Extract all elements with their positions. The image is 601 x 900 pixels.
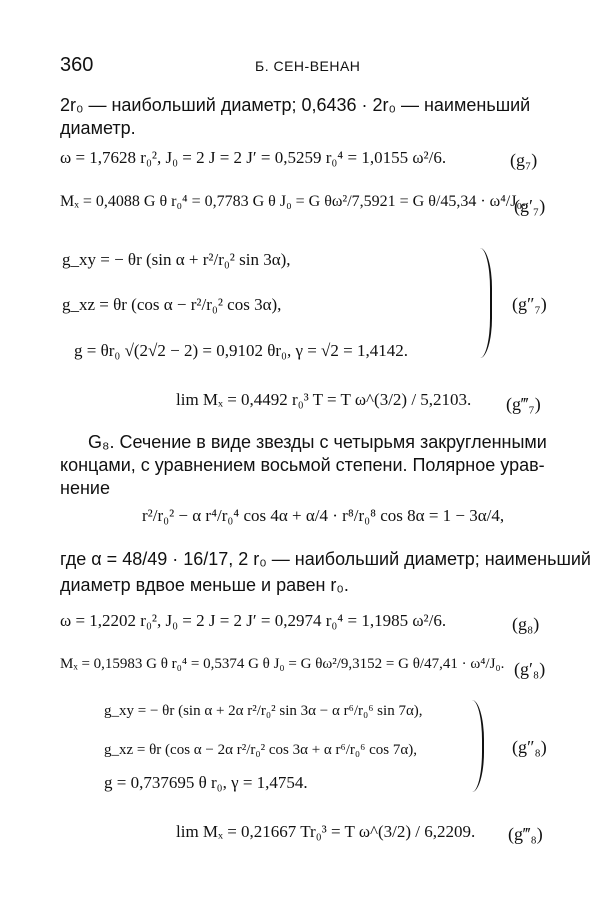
g8-mx-tag: (g′₈): [514, 659, 546, 679]
g8-g-equation: g = 0,737695 θ r₀, γ = 1,4754.: [104, 773, 308, 792]
g8-lim-tag: (g‴₈): [508, 824, 543, 844]
g7-mx-tag: (g′₇): [514, 196, 546, 216]
g7-intro-line-1: 2r₀ — наибольший диаметр; 0,6436 · 2r₀ — наименьший: [60, 95, 531, 115]
g8-text-line-2: концами, с уравнением восьмой степени. Полярное урав-: [60, 455, 545, 475]
page-number: 360: [60, 54, 94, 76]
g8-mx-equation: Mₓ = 0,15983 G θ r₀⁴ = 0,5374 G θ J₀ = G θω²/9,3152 = G θ/47,41 · ω⁴/J₀.: [60, 656, 505, 672]
g7-omega-tag: (g₇): [510, 150, 538, 170]
g7-lim-tag: (g‴₇): [506, 394, 541, 414]
g7-mx-equation: Mₓ = 0,4088 G θ r₀⁴ = 0,7783 G θ J₀ = G θω²/7,5921 = G θ/45,34 · ω⁴/J₀.: [60, 193, 527, 210]
g8-where-line-1: где α = 48/49 · 16/17, 2 r₀ — наибольший диаметр; наименьший: [60, 549, 591, 569]
g8-text-line-3: нение: [60, 478, 110, 498]
g7-g-tag: (g″₇): [512, 294, 547, 314]
g8-omega-tag: (g₈): [512, 614, 540, 634]
g8-omega-equation: ω = 1,2202 r₀², J₀ = 2 J = 2 J′ = 0,2974 r₀⁴ = 1,1985 ω²/6.: [60, 611, 447, 630]
g7-lim-equation: lim Mₓ = 0,4492 r₀³ T = T ω^(3/2) / 5,2103.: [176, 390, 472, 409]
g8-text-line-1: G₈. Сечение в виде звезды с четырьмя закругленными: [88, 432, 547, 452]
g8-polar-equation: r²/r₀² − α r⁴/r₀⁴ cos 4α + α/4 · r⁸/r₀⁸ cos 8α = 1 − 3α/4,: [142, 506, 505, 525]
running-title: Б. СЕН-ВЕНАН: [255, 58, 361, 74]
g8-where-line-2: диаметр вдвое меньше и равен r₀.: [60, 575, 349, 595]
g7-gxy-equation: g_xy = − θr (sin α + r²/r₀² sin 3α),: [62, 250, 291, 269]
g8-gxy-equation: g_xy = − θr (sin α + 2α r²/r₀² sin 3α − α r⁶/r₀⁶ sin 7α),: [104, 703, 423, 719]
g7-g-equation: g = θr₀ √(2√2 − 2) = 0,9102 θr₀, γ = √2 = 1,4142.: [74, 341, 408, 360]
g8-lim-equation: lim Mₓ = 0,21667 Tr₀³ = T ω^(3/2) / 6,2209.: [176, 822, 476, 841]
g7-intro-line-2: диаметр.: [60, 118, 136, 138]
g8-g-tag: (g″₈): [512, 737, 547, 757]
g8-gxz-equation: g_xz = θr (cos α − 2α r²/r₀² cos 3α + α r⁶/r₀⁶ cos 7α),: [104, 742, 417, 758]
g7-omega-equation: ω = 1,7628 r₀², J₀ = 2 J = 2 J′ = 0,5259 r₀⁴ = 1,0155 ω²/6.: [60, 148, 447, 167]
g8-right-brace: [470, 700, 484, 792]
g7-right-brace: [478, 248, 492, 358]
g7-gxz-equation: g_xz = θr (cos α − r²/r₀² cos 3α),: [62, 295, 282, 314]
